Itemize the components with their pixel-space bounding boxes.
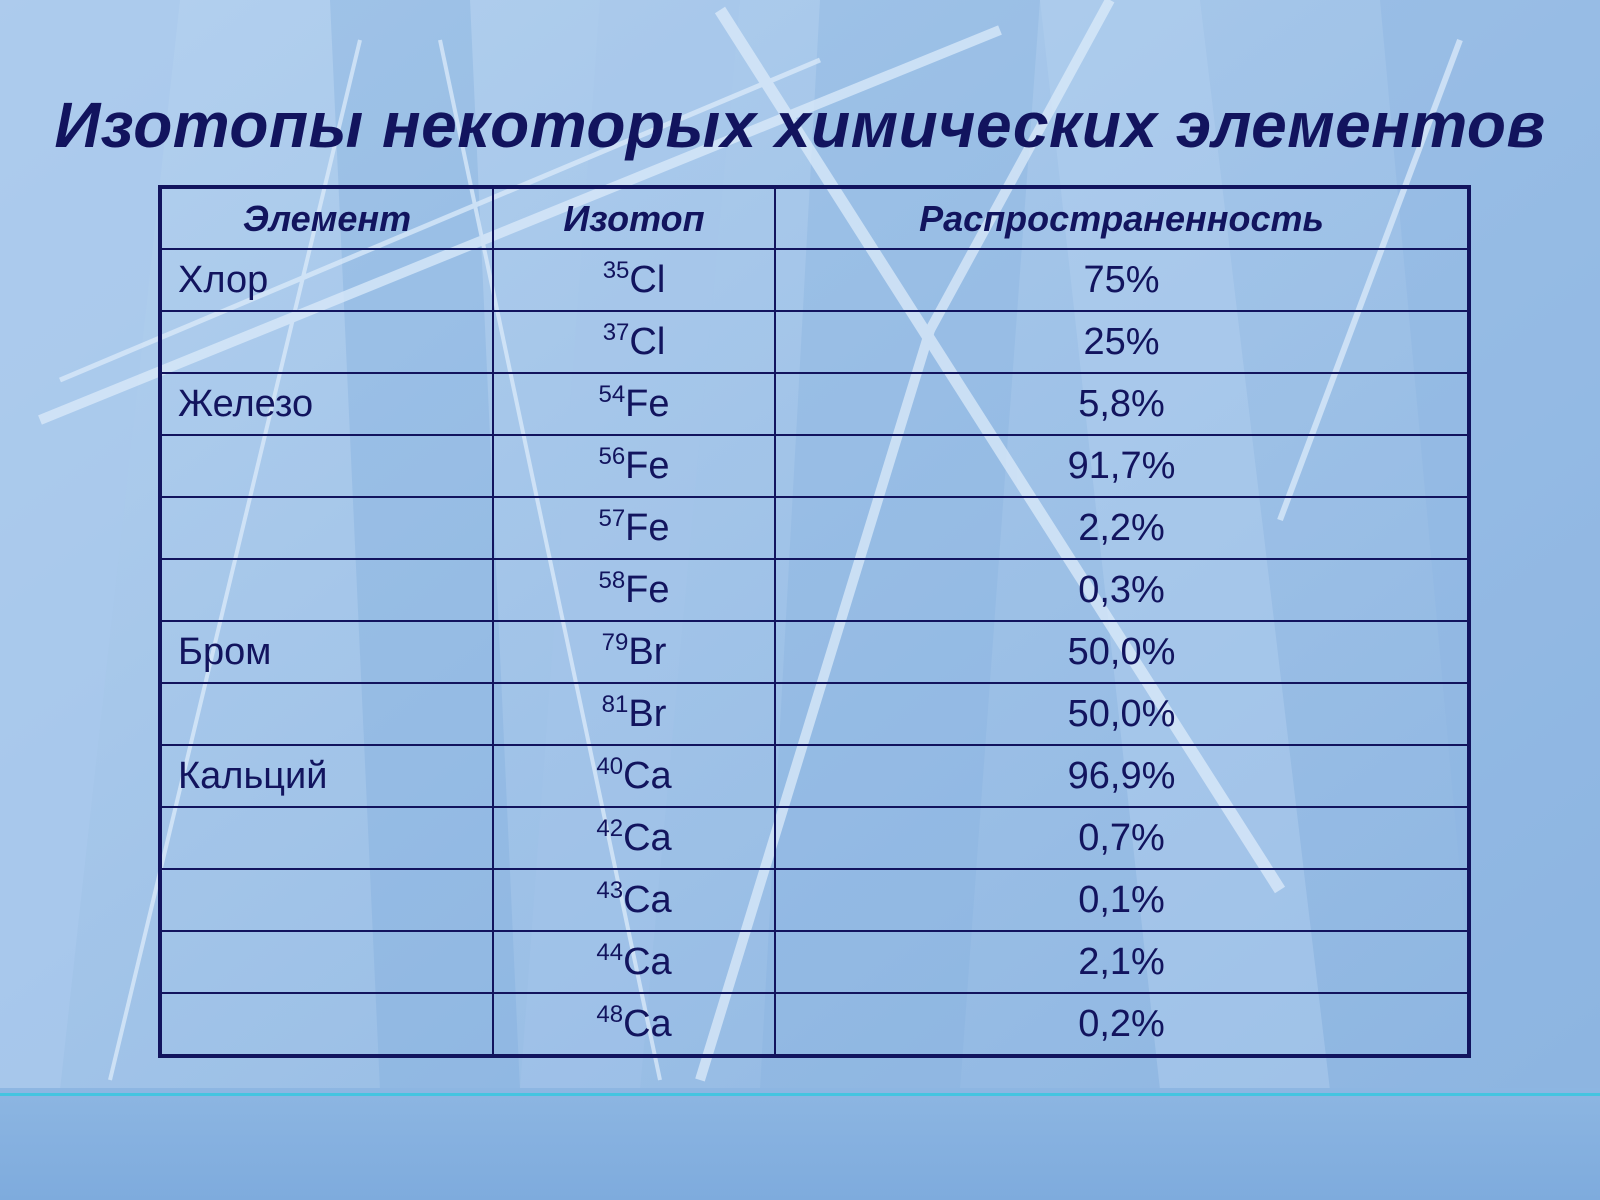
cell-element [160,559,493,621]
accent-line [0,1093,1600,1096]
cell-element [160,807,493,869]
table-row [160,621,1469,683]
table-row [160,249,1469,311]
cell-isotope [493,807,775,869]
table-row [160,745,1469,807]
isotope-symbol: Br [628,692,667,735]
cell-isotope [493,745,775,807]
isotope-symbol: Fe [625,568,670,611]
cell-abundance: 2,1% [775,931,1469,993]
table-body [160,249,1469,1056]
isotope-mass-number: 37 [602,318,630,346]
cell-element [160,931,493,993]
cell-isotope [493,435,775,497]
isotope-mass-number: 40 [596,752,624,780]
cell-element [160,311,493,373]
cell-abundance: 0,2% [775,993,1469,1056]
isotope-symbol: Fe [625,382,670,425]
cell-abundance: 5,8% [775,373,1469,435]
bottom-band [0,1088,1600,1200]
cell-element [160,435,493,497]
header-abundance: Распространенность [775,187,1469,249]
isotope-symbol: Cl [629,258,666,301]
isotope-mass-number: 57 [598,504,626,532]
table-row [160,497,1469,559]
isotope-mass-number: 56 [598,442,626,470]
header-isotope: Изотоп [493,187,775,249]
table-row [160,559,1469,621]
table-row [160,993,1469,1056]
isotope-mass-number: 79 [601,628,629,656]
isotope-symbol: Ca [623,878,672,921]
header-element: Элемент [160,187,493,249]
isotope-symbol: Ca [623,940,672,983]
cell-element: Железо [160,373,493,435]
cell-abundance: 0,1% [775,869,1469,931]
isotopes-table [158,185,1471,1058]
isotope-mass-number: 35 [602,256,630,284]
cell-abundance: 91,7% [775,435,1469,497]
table-row [160,869,1469,931]
isotope-mass-number: 43 [596,876,624,904]
isotope-mass-number: 44 [596,938,624,966]
isotope-symbol: Ca [623,754,672,797]
isotope-symbol: Fe [625,444,670,487]
cell-isotope [493,931,775,993]
cell-element [160,869,493,931]
table-row [160,807,1469,869]
table-row [160,311,1469,373]
table-row [160,435,1469,497]
cell-isotope [493,497,775,559]
cell-isotope [493,869,775,931]
isotope-symbol: Ca [623,816,672,859]
cell-element [160,497,493,559]
cell-abundance: 2,2% [775,497,1469,559]
table-row [160,931,1469,993]
cell-element: Бром [160,621,493,683]
cell-abundance: 50,0% [775,683,1469,745]
isotope-symbol: Fe [625,506,670,549]
isotope-symbol: Ca [623,1002,672,1045]
cell-isotope [493,683,775,745]
cell-element [160,993,493,1056]
cell-isotope [493,311,775,373]
isotope-symbol: Br [628,630,667,673]
cell-abundance: 0,3% [775,559,1469,621]
cell-abundance: 0,7% [775,807,1469,869]
cell-element: Кальций [160,745,493,807]
cell-abundance: 25% [775,311,1469,373]
cell-isotope [493,559,775,621]
cell-element [160,683,493,745]
table-row [160,683,1469,745]
slide-title: Изотопы некоторых химических элементов [54,89,1546,161]
cell-isotope [493,249,775,311]
isotope-symbol: Cl [629,320,666,363]
cell-abundance: 75% [775,249,1469,311]
table-header-row [160,187,1469,249]
table-row [160,373,1469,435]
cell-element: Хлор [160,249,493,311]
cell-isotope [493,993,775,1056]
isotope-mass-number: 48 [596,1000,624,1028]
cell-isotope [493,373,775,435]
cell-abundance: 96,9% [775,745,1469,807]
isotope-mass-number: 81 [601,690,629,718]
isotope-mass-number: 42 [596,814,624,842]
isotope-mass-number: 54 [598,380,626,408]
cell-isotope [493,621,775,683]
cell-abundance: 50,0% [775,621,1469,683]
isotope-mass-number: 58 [598,566,626,594]
